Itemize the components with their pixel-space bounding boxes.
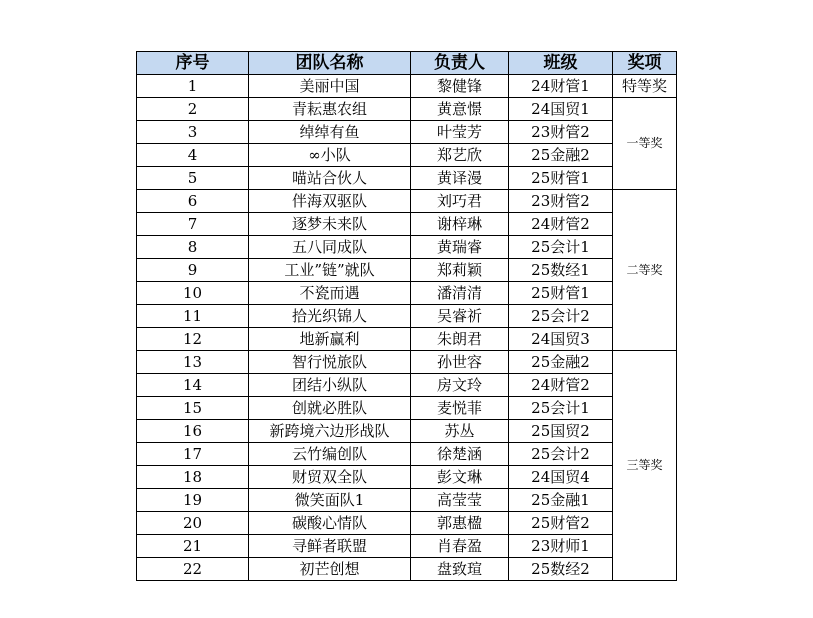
cell-team-name: 绰绰有鱼	[249, 121, 411, 144]
cell-index: 22	[137, 558, 249, 581]
cell-team-name: 创就必胜队	[249, 397, 411, 420]
cell-index: 6	[137, 190, 249, 213]
cell-leader: 房文玲	[411, 374, 509, 397]
cell-team-name: 拾光织锦人	[249, 305, 411, 328]
cell-index: 8	[137, 236, 249, 259]
cell-class: 25金融1	[509, 489, 613, 512]
cell-award: 一等奖	[613, 98, 677, 190]
cell-index: 2	[137, 98, 249, 121]
cell-class: 25会计1	[509, 236, 613, 259]
table-row	[137, 98, 677, 121]
table-row	[137, 466, 677, 489]
cell-leader: 苏丛	[411, 420, 509, 443]
table-row	[137, 420, 677, 443]
cell-team-name: 云竹编创队	[249, 443, 411, 466]
cell-class: 25会计2	[509, 305, 613, 328]
cell-index: 7	[137, 213, 249, 236]
cell-class: 25会计1	[509, 397, 613, 420]
award-table	[136, 51, 677, 581]
cell-class: 23财师1	[509, 535, 613, 558]
table-row	[137, 259, 677, 282]
table-row	[137, 236, 677, 259]
table-row	[137, 144, 677, 167]
table-row	[137, 535, 677, 558]
cell-leader: 郑艺欣	[411, 144, 509, 167]
cell-leader: 叶莹芳	[411, 121, 509, 144]
cell-team-name: 财贸双全队	[249, 466, 411, 489]
cell-class: 25财管2	[509, 512, 613, 535]
header-class: 班级	[509, 52, 613, 75]
cell-team-name: 青耘惠农组	[249, 98, 411, 121]
cell-class: 25金融2	[509, 144, 613, 167]
cell-index: 1	[137, 75, 249, 98]
cell-index: 20	[137, 512, 249, 535]
cell-class: 24财管1	[509, 75, 613, 98]
cell-class: 25数经2	[509, 558, 613, 581]
cell-leader: 盘致瑄	[411, 558, 509, 581]
cell-class: 25数经1	[509, 259, 613, 282]
table-row	[137, 512, 677, 535]
cell-team-name: 伴海双驱队	[249, 190, 411, 213]
header-index: 序号	[137, 52, 249, 75]
table-row	[137, 443, 677, 466]
cell-leader: 徐楚涵	[411, 443, 509, 466]
header-team-name: 团队名称	[249, 52, 411, 75]
table-row	[137, 75, 677, 98]
table-row	[137, 213, 677, 236]
table-row	[137, 121, 677, 144]
cell-class: 25财管1	[509, 167, 613, 190]
cell-team-name: 团结小纵队	[249, 374, 411, 397]
table-row	[137, 374, 677, 397]
cell-leader: 吴睿祈	[411, 305, 509, 328]
cell-leader: 潘清清	[411, 282, 509, 305]
cell-class: 25金融2	[509, 351, 613, 374]
cell-team-name: 微笑面队1	[249, 489, 411, 512]
cell-award: 特等奖	[613, 75, 677, 98]
cell-index: 15	[137, 397, 249, 420]
cell-team-name: 不瓷而遇	[249, 282, 411, 305]
cell-team-name: 地新赢利	[249, 328, 411, 351]
cell-index: 5	[137, 167, 249, 190]
cell-leader: 郭惠楹	[411, 512, 509, 535]
table-row	[137, 351, 677, 374]
table-row	[137, 558, 677, 581]
cell-leader: 孙世容	[411, 351, 509, 374]
table-row	[137, 397, 677, 420]
cell-index: 11	[137, 305, 249, 328]
cell-index: 3	[137, 121, 249, 144]
cell-class: 24财管2	[509, 374, 613, 397]
cell-class: 24财管2	[509, 213, 613, 236]
cell-class: 24国贸4	[509, 466, 613, 489]
cell-team-name: 智行悦旅队	[249, 351, 411, 374]
cell-class: 25国贸2	[509, 420, 613, 443]
cell-index: 10	[137, 282, 249, 305]
cell-leader: 黎健锋	[411, 75, 509, 98]
table-body	[137, 75, 677, 581]
cell-award: 三等奖	[613, 351, 677, 581]
cell-index: 16	[137, 420, 249, 443]
header-award: 奖项	[613, 52, 677, 75]
cell-leader: 黄译漫	[411, 167, 509, 190]
cell-index: 12	[137, 328, 249, 351]
cell-class: 23财管2	[509, 190, 613, 213]
header-row	[137, 52, 677, 75]
cell-team-name: 逐梦未来队	[249, 213, 411, 236]
cell-team-name: ∞小队	[249, 144, 411, 167]
cell-index: 13	[137, 351, 249, 374]
table-row	[137, 282, 677, 305]
cell-class: 25会计2	[509, 443, 613, 466]
cell-leader: 郑莉颖	[411, 259, 509, 282]
cell-team-name: 新跨境六边形战队	[249, 420, 411, 443]
cell-team-name: 五八同成队	[249, 236, 411, 259]
cell-leader: 麦悦菲	[411, 397, 509, 420]
cell-class: 24国贸1	[509, 98, 613, 121]
table-row	[137, 167, 677, 190]
cell-leader: 肖春盈	[411, 535, 509, 558]
table-row	[137, 328, 677, 351]
cell-leader: 高莹莹	[411, 489, 509, 512]
cell-team-name: 喵站合伙人	[249, 167, 411, 190]
cell-team-name: 碳酸心情队	[249, 512, 411, 535]
cell-team-name: 美丽中国	[249, 75, 411, 98]
cell-index: 21	[137, 535, 249, 558]
cell-leader: 彭文琳	[411, 466, 509, 489]
cell-class: 24国贸3	[509, 328, 613, 351]
cell-leader: 刘巧君	[411, 190, 509, 213]
cell-index: 14	[137, 374, 249, 397]
table-row	[137, 190, 677, 213]
cell-leader: 黄瑞睿	[411, 236, 509, 259]
cell-class: 25财管1	[509, 282, 613, 305]
table-row	[137, 489, 677, 512]
cell-index: 17	[137, 443, 249, 466]
table-row	[137, 305, 677, 328]
cell-leader: 黄意憬	[411, 98, 509, 121]
cell-team-name: 寻鲜者联盟	[249, 535, 411, 558]
cell-team-name: 工业”链”就队	[249, 259, 411, 282]
cell-index: 4	[137, 144, 249, 167]
cell-index: 9	[137, 259, 249, 282]
cell-award: 二等奖	[613, 190, 677, 351]
cell-index: 18	[137, 466, 249, 489]
cell-leader: 谢梓琳	[411, 213, 509, 236]
header-leader: 负责人	[411, 52, 509, 75]
cell-index: 19	[137, 489, 249, 512]
cell-team-name: 初芒创想	[249, 558, 411, 581]
cell-class: 23财管2	[509, 121, 613, 144]
cell-leader: 朱朗君	[411, 328, 509, 351]
